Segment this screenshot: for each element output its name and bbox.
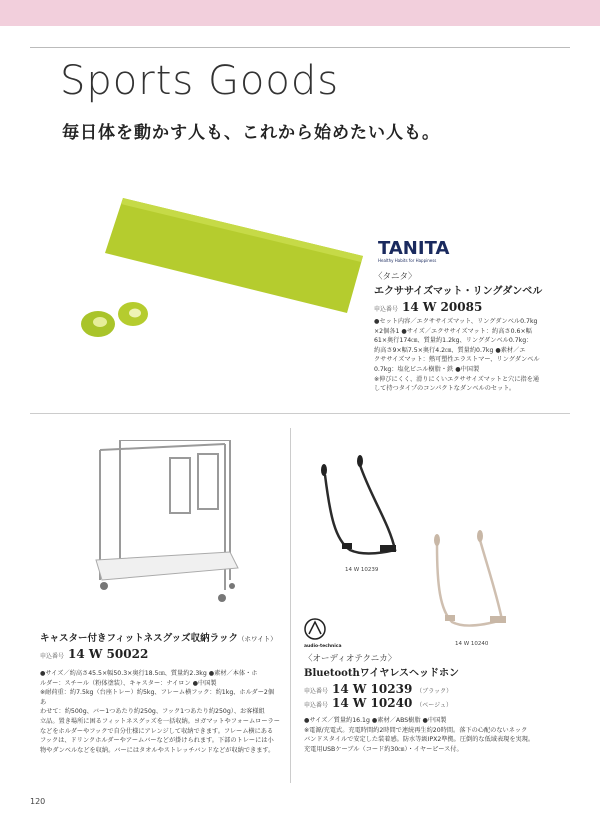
order-code: 申込番号 14 W 20085	[374, 300, 483, 314]
order-code: 申込番号 14 W 50022	[40, 647, 149, 661]
product-tanita-block	[374, 270, 574, 394]
product-name: エクササイズマット・リングダンベル	[374, 286, 543, 297]
product-rack-block	[40, 630, 280, 755]
page-subtitle: 毎日体を動かす人も、これから始めたい人も。	[62, 123, 440, 143]
page-title: Sports Goods	[60, 58, 340, 104]
caption-black: 14 W 10239	[345, 567, 379, 573]
exercise-mat-image	[105, 198, 365, 313]
order-code-black: 申込番号 14 W 10239 （ブラック）	[304, 682, 453, 696]
top-color-band	[0, 0, 600, 26]
caption-beige: 14 W 10240	[455, 641, 489, 647]
header-rule	[30, 47, 570, 48]
headphones-beige-image	[412, 530, 517, 640]
audio-technica-logo: audio-technica	[304, 618, 344, 649]
product-name: Bluetoothワイヤレスヘッドホン	[304, 668, 460, 679]
brand-name: 〈タニタ〉	[374, 272, 417, 282]
headphones-black-image	[310, 455, 415, 565]
tanita-logo: TANITA Healthy Habits for Happiness	[378, 238, 450, 263]
section-divider	[30, 413, 570, 414]
page-number: 120	[30, 797, 46, 806]
product-description: ●セット内容／エクササイズマット、リングダンベル0.7kg ×2個各1 ●サイズ／エクササイズマット：約高さ0.6×幅 61×奥行174㎝、質量約1.2kg、リングダンベル0.7kg： 約高さ9×幅7.5×奥行4.2㎝、質量約0.7kg ●素材／エ クササイズマット：熱可塑性エラストマー、リングダンベル 0.7kg：塩化ビニル樹脂・鉄 ●中国製 ※伸びにくく、滑りにくいエクササイズマットと穴に指を通 して持つタイプのコンパクトなダンベルのセット。	[374, 318, 540, 393]
order-code-beige: 申込番号 14 W 10240 （ベージュ）	[304, 696, 453, 710]
ring-dumbbell-image	[78, 298, 158, 348]
storage-rack-image	[90, 440, 245, 605]
product-headphones-block	[304, 652, 572, 754]
product-description: ●サイズ／質量約16.1g ●素材／ABS樹脂 ●中国製 ※電源/充電式。充電時間約2時間で連続再生約20時間。落下の心配のないネック バンドスタイルで安定した装着感。防水等級IPX2準拠。圧倒的な低域表現を実現。 充電用USBケーブル（コード約30㎝）・イヤーピース付。	[304, 717, 535, 753]
column-divider	[290, 428, 291, 783]
product-description: ●サイズ／約高さ45.5×幅50.3×奥行18.5㎝、質量約2.3kg ●素材／本体・ホ ルダー：スチール（粉体塗装）、キャスター：ナイロン ●中国製 ※耐荷重：約7.5kg（台座トレー）約5kg、フレーム横フック：約1kg、ホルダー2個あ わせて：約500g、バー1つあたり約250g、フック1つあたり約250g）、お客様組 立品。置き場所に困るフィットネスグッズを一括収納。ヨガマットやフォームローラー などをホルダーやフックで自分仕様にアレンジして収納できます。フレーム横にある フックは、ドリンクホルダーやアームバーなどが掛けられます。下部のトレーには小 物やダンベルなどを収納。バーにはタオルやストレッチバンドなどが収納できます。	[40, 670, 280, 754]
product-name: キャスター付きフィットネスグッズ収納ラック（ホワイト）	[40, 633, 277, 644]
brand-name: 〈オーディオテクニカ〉	[304, 654, 397, 664]
audio-technica-icon	[304, 618, 326, 640]
